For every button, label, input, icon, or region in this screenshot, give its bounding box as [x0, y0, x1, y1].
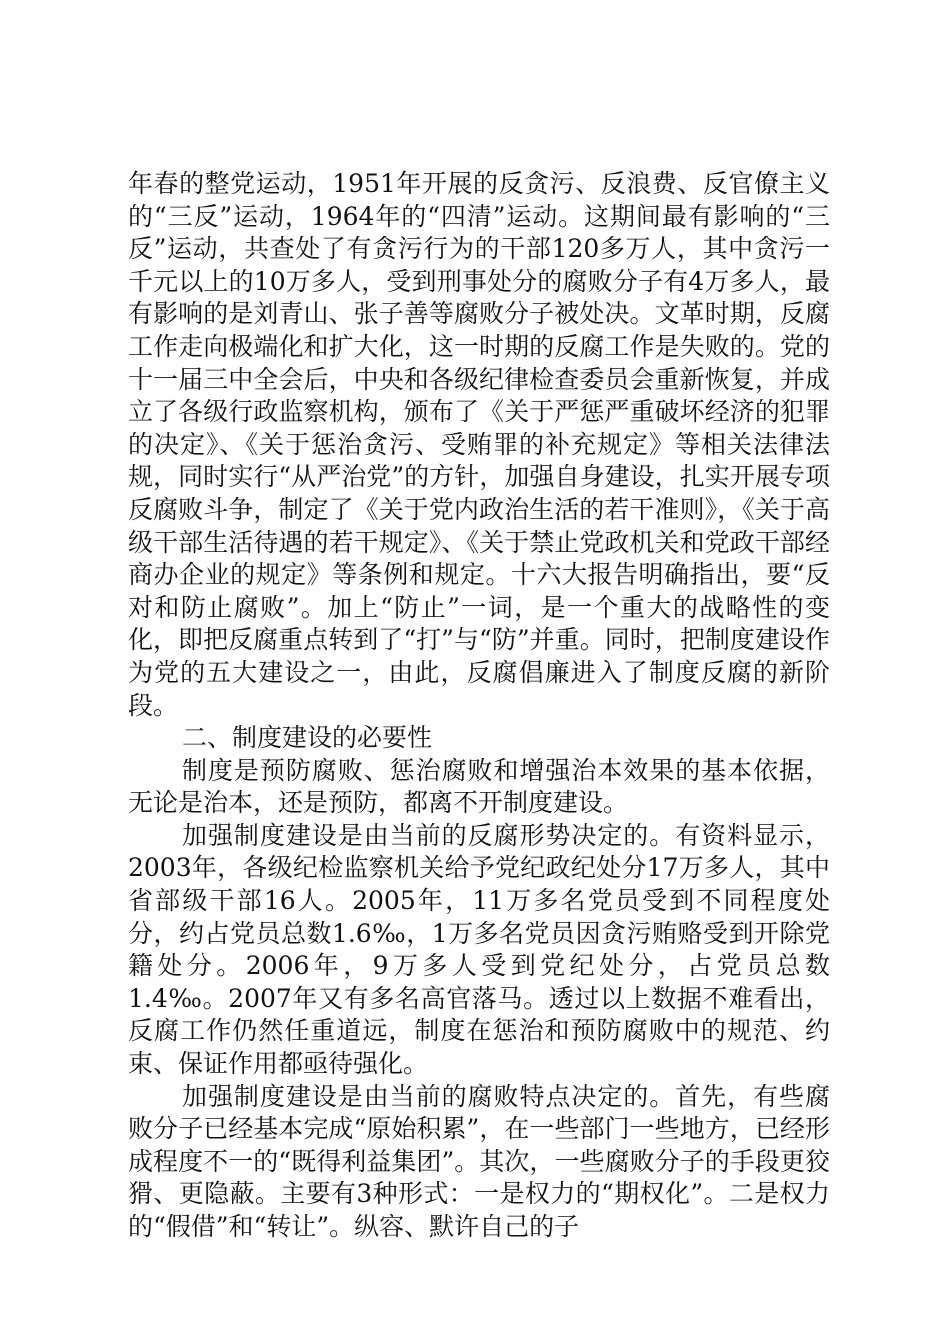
paragraph-history: 年春的整党运动，1951年开展的反贪污、反浪费、反官僚主义的“三反”运动，1964年的“四清”运动。这期间最有影响的“三反”运动，共查处了有贪污行为的干部120多万人，其中贪污一千元以上的10万多人，受到刑事处分的腐败分子有4万多人，最有影响的是刘青山、张子善等腐败分子被处决。文革时期，反腐工作走向极端化和扩大化，这一时期的反腐工作是失败的。党的十一届三中全会后，中央和各级纪律检查委员会重新恢复，并成立了各级行政监察机构，颁布了《关于严惩严重破坏经济的犯罪的决定》、《关于惩治贪污、受贿罪的补充规定》等相关法律法规，同时实行“从严治党”的方针，加强自身建设，扎实开展专项反腐败斗争，制定了《关于党内政治生活的若干准则》，《关于高级干部生活待遇的若干规定》、《关于禁止党政机关和党政干部经商办企业的规定》等条例和规定。十六大报告明确指出，要“反对和防止腐败”。加上“防止”一词，是一个重大的战略性的变化，即把反腐重点转到了“打”与“防”并重。同时，把制度建设作为党的五大建设之一，由此，反腐倡廉进入了制度反腐的新阶段。	[128, 169, 830, 720]
paragraph-characteristics: 加强制度建设是由当前的腐败特点决定的。首先，有些腐败分子已经基本完成“原始积累”，在一些部门一些地方，已经形成程度不一的“既得利益集团”。其次，一些腐败分子的手段更狡猾、更隐蔽。主要有3种形式：一是权力的“期权化”。二是权力的“假借”和“转让”。纵容、默许自己的子	[128, 1081, 830, 1241]
paragraph-situation: 加强制度建设是由当前的反腐形势决定的。有资料显示，2003年，各级纪检监察机关给予党纪政纪处分17万多人，其中省部级干部16人。2005年，11万多名党员受到不同程度处分，约占党员总数1.6‰，1万多名党员因贪污贿赂受到开除党籍处分。2006年，9万多人受到党纪处分，占党员总数1.4‰。2007年又有多名高官落马。透过以上数据不难看出，反腐工作仍然任重道远，制度在惩治和预防腐败中的规范、约束、保证作用都亟待强化。	[128, 820, 830, 1079]
document-body	[128, 168, 830, 1244]
paragraph-basis: 制度是预防腐败、惩治腐败和增强治本效果的基本依据，无论是治本，还是预防，都离不开制度建设。	[128, 755, 830, 818]
section-heading: 二、制度建设的必要性	[182, 723, 433, 753]
